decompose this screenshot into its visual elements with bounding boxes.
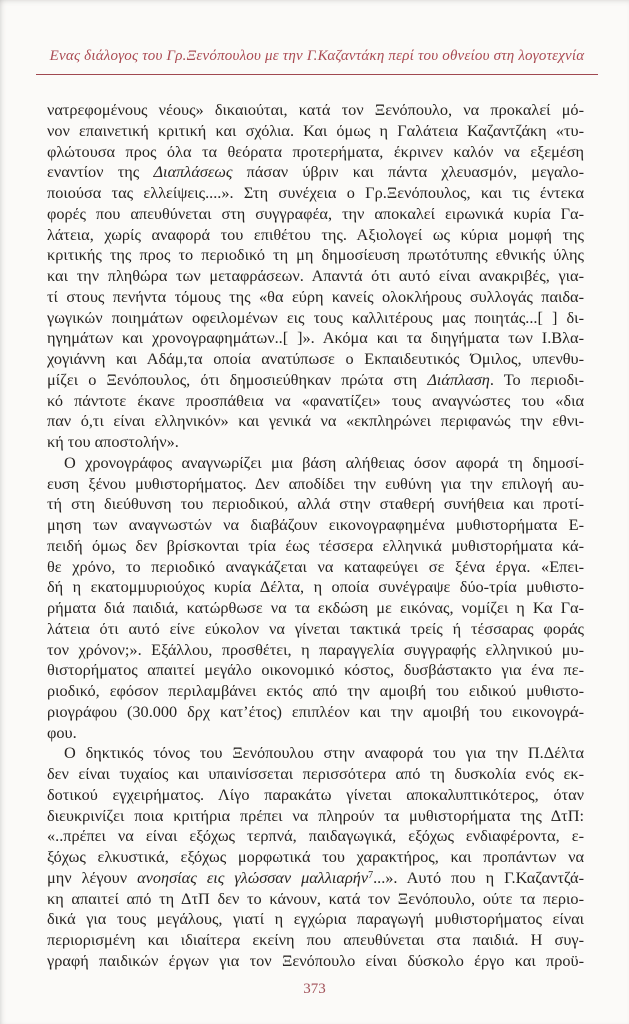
text-line: τί στους πενήντα τόμους της «θα εύρη κανείς ολοκλήρους συλλογάς παιδα- bbox=[47, 286, 584, 306]
text-line: λάτεια ότι αυτό είνε εύκολον να γίνεται τακτικά τρείς ή τέσσαρας φοράς bbox=[47, 618, 584, 638]
text-line: ξόχως ελκυστικά, εξόχως μορφωτικά του χαρακτήρος, και προπάντων να bbox=[47, 847, 584, 866]
text-line: γραφή παιδικών έργων για τον Ξενόπουλο είναι δύσκολο έργο και προϋ- bbox=[47, 950, 584, 970]
text-line: μην λέγουν ανοησίας εις γλώσσαν μαλλιαρήν$^7$...». Αυτό που η Γ.Καζαντζά- bbox=[47, 867, 584, 887]
text-line: εναντίον της Διαπλάσεως πάσαν ύβριν και πάντα χλευασμόν, μεγαλο- bbox=[47, 162, 584, 182]
text-line: τον χρόνον;». Εξάλλου, προσθέτει, η παραγγελία συγγραφής ελληνικού μυ- bbox=[47, 639, 584, 659]
page-number: 373 bbox=[303, 981, 326, 997]
text-line: περιορισμένη και ιδιαίτερα εκείνη που απευθύνεται στα παιδιά. Η συγ- bbox=[47, 930, 584, 949]
text-line: διευκρινίζει ποια κριτήρια πρέπει να πληρούν τα μυθιστορήματα της ΔτΠ: bbox=[47, 805, 584, 825]
text-line: ρήματα διά παιδιά, κατώρθωσε να τα εκδώση με εικόνας, νομίζει η Κα Γα- bbox=[47, 598, 584, 617]
text-line: ευση ξένου μυθιστορήματος. Δεν αποδίδει την ευθύνη για την επιλογή αυ- bbox=[47, 473, 584, 493]
header-underline bbox=[36, 74, 598, 75]
text-line: ριοδικό, εφόσον περιλαμβάνει εκτός από την αμοιβή του ειδικού μυθιστο- bbox=[47, 681, 584, 700]
text-line: Ο δηκτικός τόνος του Ξενόπουλου στην αναφορά του για την Π.Δέλτα bbox=[64, 743, 584, 763]
text-line: χογιάννη και Αδάμ,τα οποία ανατύπωσε ο Εκπαιδευτικός Όμιλος, υπενθυ- bbox=[47, 349, 584, 368]
text-line: ριογράφου (30.000 δρχ κατ’έτος) επιπλέον και την αμοιβή του εικονογρά- bbox=[47, 701, 584, 721]
text-line: φορές που απευθύνεται στη συγγραφέα, την αποκαλεί ειρωνικά κυρία Γα- bbox=[47, 203, 584, 223]
text-line: κό πάντοτε έκανε προσπάθεια να «φανατίζει» τους αναγνώστες του «δια bbox=[47, 390, 584, 410]
text-line: νατρεφομένους νέους» δικαιούται, κατά τον Ξενόπουλο, να προκαλεί μό- bbox=[47, 100, 584, 119]
text-line: Ο χρονογράφος αναγνωρίζει μια βάση αλήθειας όσον αφορά τη δημοσί- bbox=[64, 452, 584, 472]
text-line: γωγικών ποιημάτων οφειλομένων εις τους καλλιτέρους μας ποιητάς...[ ] δι- bbox=[47, 307, 584, 327]
text-line: πειδή όμως δεν βρίσκονται τρία έως τέσσερα ελληνικά μυθιστορήματα κά- bbox=[47, 535, 584, 555]
text-line: κριτικής της προς το περιοδικό τη μη δημοσίευση πρωτότυπης εθνικής ύλης bbox=[47, 245, 584, 265]
text-line: θε χρόνο, το περιοδικό αναγκάζεται να καταφεύγει σε ξένα έργα. «Επει- bbox=[47, 556, 584, 576]
text-line: θιστορήματος απαιτεί μεγάλο οικονομικό κόστος, δυσβάστακτο για ένα πε- bbox=[47, 660, 584, 680]
text-line: παν ό,τι είναι ελληνικόν» και γενικά να «εκπληρώνει περιφανώς την εθνι- bbox=[47, 411, 584, 431]
text-line: «..πρέπει να είναι εξόχως τερπνά, παιδαγωγικά, εξόχως ενδιαφέροντα, ε- bbox=[47, 826, 584, 846]
text-line: ποιούσα τας ελλείψεις....». Στη συνέχεια ο Γρ.Ξενόπουλος, και τις έντεκα bbox=[47, 183, 584, 202]
text-line: μίζει ο Ξενόπουλος, ότι δημοσιεύθηκαν πρώτα στη Διάπλαση. Το περιοδι- bbox=[47, 369, 584, 389]
text-line: δικά για τους μεγάλους, γιατί η εγχώρια παραγωγή μυθιστορήματος είναι bbox=[47, 909, 584, 929]
body-text bbox=[47, 100, 584, 972]
text-line: φου. bbox=[47, 722, 77, 742]
footnote-marker: 7 bbox=[368, 869, 374, 881]
text-line: λάτεια, χωρίς αναφορά του επιθέτου της. Αξιολογεί ως κύρια μομφή της bbox=[47, 224, 584, 244]
text-line: ηγημάτων και χρονογραφημάτων..[ ]». Ακόμα και τα διηγήματα των Ι.Βλα- bbox=[47, 328, 584, 348]
text-line: και την πληθώρα των μεταφράσεων. Απαντά ότι αυτό είναι ανακριβές, για- bbox=[47, 266, 584, 285]
text-line: δεν είναι τυχαίος και υπαινίσσεται περισσότερα από τη δυσκολία ενός εκ- bbox=[47, 764, 584, 783]
running-header: Ενας διάλογος του Γρ.Ξενόπουλου με την Γ.Καζαντάκη περί του οθνείου στη λογοτεχνία bbox=[49, 48, 585, 64]
text-line: τή στη διεύθυνση του περιοδικού, αλλά στην σταθερή συνήθεια και προτί- bbox=[47, 494, 584, 514]
text-line: νον επαινετική κριτική και σχόλια. Και όμως η Γαλάτεια Καζαντζάκη «τυ- bbox=[47, 120, 584, 140]
text-line: δοτικού εγχειρήματος. Λίγο παρακάτω γίνεται αποκαλυπτικότερος, όταν bbox=[47, 784, 584, 804]
text-line: μηση των αναγνωστών να διαβάζουν εικονογραφημένα μυθιστορήματα Ε- bbox=[47, 515, 584, 534]
text-line: δή η εκατομμυριούχος κυρία Δέλτα, η οποία συνέγραψε δύο-τρία μυθιστο- bbox=[47, 577, 584, 597]
text-line: κη απαιτεί από τη ΔτΠ δεν το κάνουν, κατά τον Ξενόπουλο, ούτε τα περιο- bbox=[47, 888, 584, 908]
text-line: κή του αποστολήν». bbox=[47, 432, 179, 451]
text-line: φλώτουσα προς όλα τα θεόρατα προτερήματα, έκρινεν καλόν να εξεμέση bbox=[47, 141, 584, 161]
